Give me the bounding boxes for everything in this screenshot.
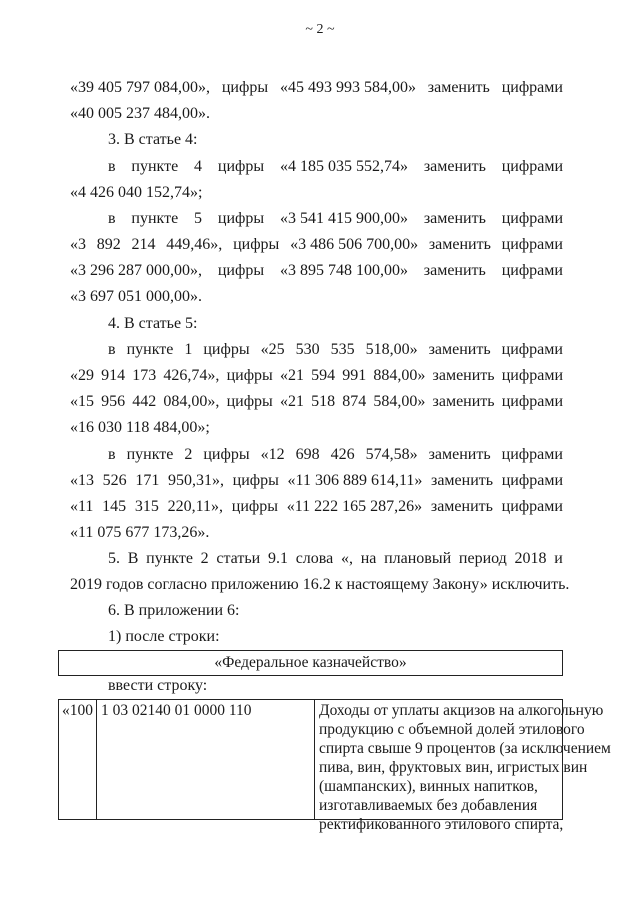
word: 884,00»: [373, 367, 426, 384]
word: 426,74»,: [163, 367, 220, 384]
word: 4: [194, 158, 203, 175]
word: в: [108, 210, 116, 227]
description-line: изготавливаемых без добавления: [319, 797, 538, 814]
word: «11 306 889 614,11»: [287, 472, 423, 489]
description-line: (шампанских), винных напитков,: [319, 778, 538, 795]
word: пункте: [146, 550, 193, 567]
word: цифры: [226, 393, 273, 410]
word: пункте: [131, 210, 179, 227]
word: 892: [96, 236, 121, 253]
word: 698: [295, 446, 320, 463]
word: 574,58»: [365, 446, 418, 463]
word: 584,00»: [373, 393, 426, 410]
word: цифрами: [501, 262, 563, 279]
text-line-5: «4 426 040 152,74»;: [70, 184, 203, 201]
text-line-1: [70, 78, 563, 98]
word: период: [458, 550, 507, 567]
word: 956: [101, 393, 126, 410]
word: «21: [279, 367, 304, 384]
word: «12: [260, 446, 285, 463]
text-line-10: 4. В статье 5:: [108, 315, 198, 332]
word: 2: [200, 550, 209, 567]
text-line-19: [108, 549, 563, 569]
word: пункте: [126, 446, 174, 463]
word: цифры: [233, 236, 280, 253]
word: 220,11»,: [167, 498, 224, 515]
word: «3 541 415 900,00»: [279, 210, 408, 227]
text-line-23: ввести строку:: [108, 677, 208, 694]
word: заменить: [428, 236, 491, 253]
word: цифры: [231, 498, 278, 515]
word: цифрами: [501, 498, 563, 515]
text-line-13: [70, 392, 563, 412]
word: цифрами: [501, 236, 563, 253]
text-line-21: 6. В приложении 6:: [108, 602, 240, 619]
word: «15: [70, 393, 94, 410]
word: 214: [131, 236, 156, 253]
text-line-20: 2019 годов согласно приложению 16.2 к настоящему Закону» исключить.: [70, 576, 570, 593]
row-code-cell: «100: [59, 700, 97, 819]
text-line-15: [108, 445, 563, 465]
word: цифрами: [501, 472, 563, 489]
word: 2018: [514, 550, 547, 567]
word: цифры: [217, 210, 265, 227]
new-row-table: [58, 699, 611, 833]
word: цифрами: [501, 79, 563, 96]
text-line-18: «11 075 677 173,26».: [70, 524, 210, 541]
page-number: ~ 2 ~: [305, 22, 335, 37]
word: «3 895 748 100,00»: [279, 262, 408, 279]
text-line-7: [70, 235, 563, 255]
word: 874: [342, 393, 367, 410]
word: заменить: [428, 341, 491, 358]
word: цифрами: [501, 210, 563, 227]
text-line-6: [108, 209, 563, 229]
word: «25: [260, 341, 285, 358]
word: заменить: [423, 210, 486, 227]
word: 1: [184, 341, 193, 358]
word: 5: [194, 210, 203, 227]
word: 530: [295, 341, 320, 358]
word: и: [554, 550, 563, 567]
word: 5.: [108, 550, 120, 567]
word: 315: [134, 498, 159, 515]
word: 526: [102, 472, 127, 489]
word: «3: [70, 236, 86, 253]
word: на: [360, 550, 377, 567]
word: заменить: [431, 472, 494, 489]
word: цифрами: [501, 341, 563, 358]
word: слова: [295, 550, 334, 567]
word: «,: [340, 550, 353, 567]
word: 449,46»,: [166, 236, 223, 253]
word: 442: [132, 393, 157, 410]
word: цифры: [217, 158, 265, 175]
text-line-22: 1) после строки:: [108, 628, 220, 645]
word: В: [127, 550, 139, 567]
treasury-row: «Федеральное казначейство»: [58, 650, 563, 676]
word: цифры: [203, 446, 250, 463]
description-line: спирта свыше 9 процентов (за исключением: [319, 740, 611, 757]
word: 535: [330, 341, 355, 358]
word: 518,00»: [365, 341, 418, 358]
text-line-4: [108, 157, 563, 177]
word: «4 185 035 552,74»: [279, 158, 408, 175]
word: пункте: [126, 341, 174, 358]
description-line: пива, вин, фруктовых вин, игристых вин: [319, 759, 588, 776]
word: цифры: [232, 472, 279, 489]
word: пункте: [131, 158, 179, 175]
word: 171: [135, 472, 160, 489]
word: в: [108, 446, 116, 463]
text-line-9: «3 697 051 000,00».: [70, 288, 202, 305]
word: в: [108, 158, 116, 175]
text-line-16: [70, 471, 563, 491]
word: 145: [102, 498, 127, 515]
word: плановый: [384, 550, 452, 567]
word: заменить: [430, 498, 493, 515]
word: 518: [311, 393, 336, 410]
text-line-14: «16 030 118 484,00»;: [70, 419, 210, 436]
word: «21: [279, 393, 304, 410]
word: «3 486 506 700,00»: [290, 236, 419, 253]
word: «39 405 797 084,00»,: [70, 79, 210, 96]
word: цифры: [217, 262, 265, 279]
word: заменить: [423, 262, 486, 279]
word: 426: [330, 446, 355, 463]
word: 991: [342, 367, 367, 384]
word: 084,00»,: [163, 393, 220, 410]
description-line: ректификованного этилового спирта,: [319, 816, 564, 833]
word: 950,31»,: [167, 472, 224, 489]
word: цифры: [203, 341, 250, 358]
word: 594: [311, 367, 336, 384]
text-line-17: [70, 497, 563, 517]
word: цифрами: [501, 393, 563, 410]
row-description-cell: [315, 700, 611, 833]
word: цифрами: [501, 446, 563, 463]
word: «13: [70, 472, 94, 489]
word: заменить: [427, 79, 490, 96]
row-kbk-cell: 1 03 02140 01 0000 110: [97, 700, 315, 819]
word: «11: [70, 498, 94, 515]
word: цифры: [221, 79, 269, 96]
word: заменить: [428, 446, 491, 463]
word: 173: [132, 367, 157, 384]
word: заменить: [432, 367, 495, 384]
text-line-2: «40 005 237 484,00».: [70, 105, 210, 122]
word: «11 222 165 287,26»: [286, 498, 423, 515]
word: заменить: [423, 158, 486, 175]
description-line: Доходы от уплаты акцизов на алкогольную: [319, 702, 604, 719]
word: 2: [184, 446, 193, 463]
word: в: [108, 341, 116, 358]
word: цифры: [226, 367, 273, 384]
text-line-11: [108, 340, 563, 360]
text-line-12: [70, 366, 563, 386]
word: цифрами: [501, 158, 563, 175]
word: заменить: [432, 393, 495, 410]
word: «45 493 993 584,00»: [279, 79, 416, 96]
text-line-8: [70, 261, 563, 281]
text-line-3: 3. В статье 4:: [108, 131, 198, 148]
word: цифрами: [501, 367, 563, 384]
description-line: продукцию с объемной долей этилового: [319, 721, 585, 738]
word: 914: [101, 367, 126, 384]
word: «3 296 287 000,00»,: [70, 262, 202, 279]
word: 9.1: [267, 550, 288, 567]
word: статьи: [216, 550, 261, 567]
word: «29: [70, 367, 94, 384]
